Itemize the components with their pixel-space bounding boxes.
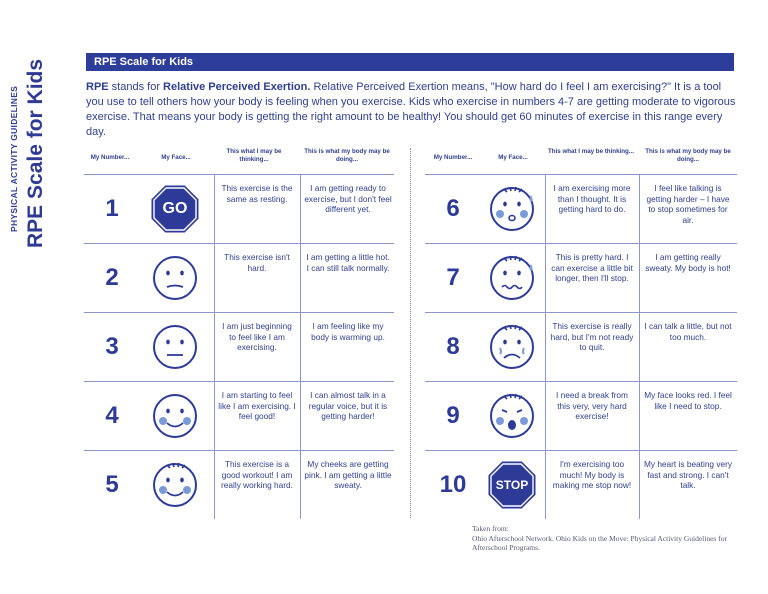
smiling-face-icon	[148, 390, 202, 442]
thinking-text: I'm exercising too much! My body is making me stop now!	[552, 459, 632, 490]
doing-text: I am feeling like my body is warming up.	[311, 321, 385, 342]
rpe-number: 5	[105, 471, 119, 498]
center-divider	[410, 148, 411, 518]
table-row	[425, 451, 737, 519]
sign-label: STOP	[495, 478, 529, 492]
thinking-text: I need a break from this very, very hard exercise!	[556, 390, 628, 421]
header-face: My Face...	[161, 154, 191, 161]
intro-stands-for: stands for	[108, 81, 164, 93]
side-title-big: RPE Scale for Kids	[24, 58, 47, 248]
intro-body: Relative Perceived Exertion means, "How hard do I feel I am exercising?" It is a tool you use to tell others how your body is feeling when you exercise. Kids who exercise in numbers 4-7 are getting moderate to vigorous exercise. That means your body is getting the right amount to be healthy! You should get 60 minutes of exercise in this range every day.	[86, 81, 736, 138]
table-row	[84, 313, 394, 382]
doing-text: I am getting really sweaty. My body is hot!	[645, 252, 731, 273]
doing-text: I am getting ready to exercise, but I don't feel different yet.	[304, 183, 392, 214]
slight-frown-face-icon	[148, 252, 202, 304]
table-header	[84, 148, 394, 174]
intro-rpe: RPE	[86, 81, 109, 93]
happy-sweaty-face-icon	[148, 459, 202, 511]
sign-label: GO	[162, 200, 188, 217]
side-title	[3, 36, 47, 248]
thinking-text: I am exercising more than I thought. It is getting hard to do.	[553, 183, 631, 214]
doing-text: I feel like talking is getting harder – I have to stop sometimes for air.	[646, 183, 730, 225]
table-row	[425, 175, 737, 244]
header-number: My Number...	[433, 154, 473, 161]
thinking-text: This is pretty hard. I can exercise a little bit longer, then I'll stop.	[551, 252, 633, 283]
intro-paragraph	[86, 80, 738, 140]
table-row	[425, 313, 737, 382]
squiggly-mouth-face-icon	[485, 252, 539, 304]
table-rows	[84, 174, 394, 519]
go-octagon-icon	[148, 183, 202, 235]
rpe-number: 1	[105, 195, 119, 222]
rpe-number: 4	[105, 402, 119, 429]
exhausted-face-icon	[485, 390, 539, 442]
rpe-number: 6	[446, 195, 460, 222]
rpe-table-right	[425, 148, 737, 519]
source-citation: Ohio Afterschool Network. Ohio Kids on the Move: Physical Activity Guidelines for Afterschool Programs.	[472, 533, 727, 552]
thinking-text: This exercise is really hard, but I'm not ready to quit.	[550, 321, 634, 352]
thinking-text: I am starting to feel like I am exercising. I feel good!	[218, 390, 296, 421]
table-header	[425, 148, 737, 174]
table-row	[84, 451, 394, 519]
table-row	[84, 175, 394, 244]
header-face: My Face...	[498, 154, 528, 161]
header-doing: This is what my body may be doing...	[645, 148, 731, 163]
header-thinking: This what I may be thinking...	[226, 148, 282, 163]
rpe-number: 10	[439, 471, 467, 498]
rpe-number: 9	[446, 402, 460, 429]
thinking-text: This exercise isn't hard.	[224, 252, 290, 273]
doing-text: I can talk a little, but not too much.	[644, 321, 732, 342]
side-title-small: PHYSICAL ACTIVITY GUIDELINES	[9, 85, 19, 232]
source-attribution	[472, 524, 742, 553]
neutral-face-icon	[148, 321, 202, 373]
banner-title: RPE Scale for Kids	[86, 53, 734, 71]
doing-text: My heart is beating very fast and strong. I can't talk.	[643, 459, 733, 490]
table-row	[84, 244, 394, 313]
header-number: My Number...	[90, 154, 130, 161]
rpe-table-left	[84, 148, 394, 519]
doing-text: My cheeks are getting pink. I am getting a little sweaty.	[304, 459, 392, 490]
table-row	[84, 382, 394, 451]
thinking-text: I am just beginning to feel like I am exercising.	[222, 321, 292, 352]
rpe-number: 2	[105, 264, 119, 291]
worried-face-icon	[485, 183, 539, 235]
thinking-text: This exercise is a good workout! I am really working hard.	[221, 459, 293, 490]
doing-text: My face looks red. I feel like I need to stop.	[644, 390, 732, 411]
table-rows	[425, 174, 737, 519]
sad-face-icon	[485, 321, 539, 373]
doing-text: I am getting a little hot. I can still talk normally.	[306, 252, 390, 273]
rpe-number: 7	[446, 264, 460, 291]
rpe-number: 8	[446, 333, 460, 360]
header-doing: This is what my body may be doing...	[304, 148, 390, 163]
table-row	[425, 244, 737, 313]
rpe-number: 3	[105, 333, 119, 360]
table-row	[425, 382, 737, 451]
intro-rpe-full: Relative Perceived Exertion.	[163, 81, 311, 93]
stop-octagon-icon	[485, 459, 539, 511]
thinking-text: This exercise is the same as resting.	[221, 183, 293, 204]
header-thinking: This what I may be thinking...	[548, 148, 634, 155]
source-label: Taken from:	[472, 524, 509, 533]
doing-text: I can almost talk in a regular voice, but it is getting harder!	[308, 390, 388, 421]
